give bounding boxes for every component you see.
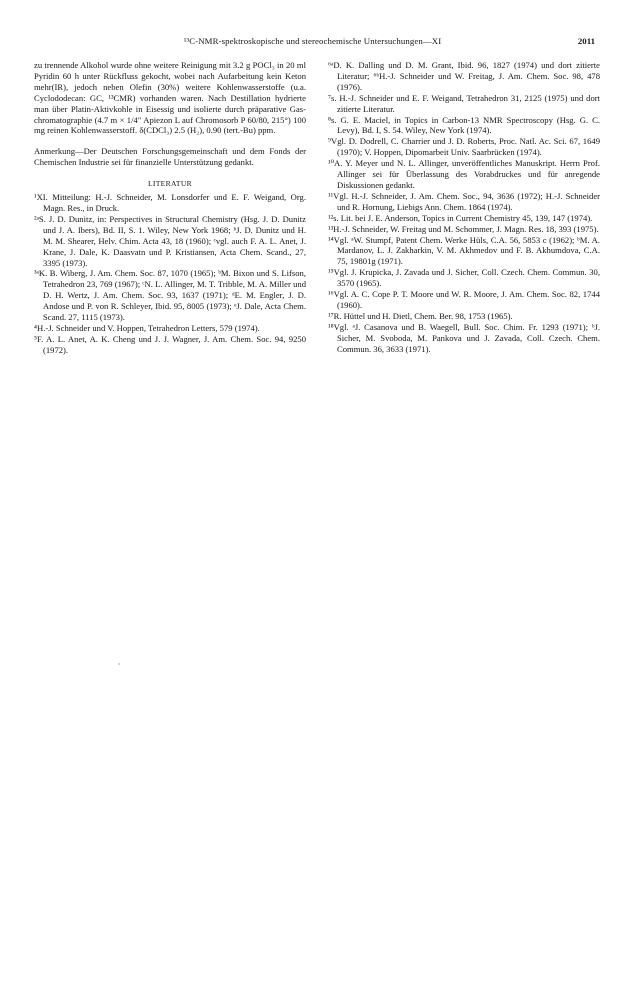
reference-item: ¹⁰A. Y. Meyer und N. L. Allinger, unveröffentliches Manuskript. Herrn Prof. Allinger sei für Überlassung des Vorabdruckes und für anregende Diskussionen gedankt.	[328, 158, 600, 190]
right-column	[328, 60, 600, 354]
reference-item: ¹XI. Mitteilung: H.-J. Schneider, M. Lonsdorfer und E. F. Weigand, Org. Magn. Res., in Druck.	[34, 192, 306, 213]
left-column	[34, 60, 306, 356]
reference-item: ¹⁵Vgl. J. Krupicka, J. Zavada und J. Sicher, Coll. Czech. Chem. Commun. 30, 3570 (1965).	[328, 267, 600, 289]
reference-item: ¹⁶Vgl. A. C. Cope P. T. Moore und W. R. Moore, J. Am. Chem. Soc. 82, 1744 (1960).	[328, 289, 600, 310]
reference-item: ⁵F. A. L. Anet, A. K. Cheng und J. J. Wagner, J. Am. Chem. Soc. 94, 9250 (1972).	[34, 333, 306, 355]
scan-speck	[118, 663, 120, 665]
reference-item: ¹⁸Vgl. ᵃJ. Casanova und B. Waegell, Bull. Soc. Chim. Fr. 1293 (1971); ᵇJ. Sicher, M. Svoboda, M. Pankova und J. Zavada, Coll. Czech. Chem. Commun. 36, 3633 (1971).	[328, 321, 600, 354]
reference-item: ³ᵃK. B. Wiberg, J. Am. Chem. Soc. 87, 1070 (1965); ᵇM. Bixon und S. Lifson, Tetrahedron 23, 769 (1967); ᶜN. L. Allinger, M. T. Tribble, M. A. Miller und D. H. Wertz, J. Am. Chem. Soc. 93, 1637 (1971); ᵈE. M. Engler, J. D. Andose und P. von R. Schleyer, Ibid. 95, 8005 (1973); ᵉJ. Dale, Acta Chem. Scand. 27, 1115 (1973).	[34, 268, 306, 323]
reference-item: ¹³H.-J. Schneider, W. Freitag und M. Schommer, J. Magn. Res. 18, 393 (1975).	[328, 223, 599, 234]
reference-item: ¹⁴Vgl. ᵃW. Stumpf, Patent Chem. Werke Hüls, C.A. 56, 5853 c (1962); ᵇM. A. Mardanov, L. J. Zakharkin, V. M. Akhmedov und F. B. Akhumdova, C.A. 75, 19801g (1971).	[328, 234, 600, 267]
reference-item: ⁸s. G. E. Maciel, in Topics in Carbon-13 NMR Spectroscopy (Hsg. G. C. Levy), Bd. I, S. 54. Wiley, New York (1974).	[328, 114, 600, 136]
reference-item: ¹¹Vgl. H.-J. Schneider, J. Am. Chem. Soc., 94, 3636 (1972); H.-J. Schneider und R. Hornung, Liebigs Ann. Chem. 1864 (1974).	[328, 190, 600, 212]
experimental-paragraph: zu trennende Alkohol wurde ohne weitere Reinigung mit 3.2 g POCl₃ in 20 ml Pyridin 60 h unter Rückfluss gekocht, wobei nach Aufarbeitung kein Keton mehr(IR), jedoch neben Olefin (30%) weitere Kohlenwasserstoffe (u.a. Cyclododecan: GC, ¹³CMR) vorhanden waren. Nach Destillation hydrierte man über Platin-Aktivkohle in Eisessig und isolierte durch präparative Gas-chromatographie (4.7 m × 1/4″ Apiezon L auf Chromosorb P 60/80, 215°) 100 mg reinen Kohlenwasserstoff. δ(CDCl₃) 2.5 (H₂), 0.90 (tert.-Bu) ppm.	[34, 60, 306, 136]
reference-item: ⁶ᵃD. K. Dalling und D. M. Grant, Ibid. 96, 1827 (1974) und dort zitierte Literatur; ⁶ᵇH.-J. Schneider und W. Freitag, J. Am. Chem. Soc. 98, 478 (1976).	[328, 60, 600, 92]
reference-item: ²ᵃS. J. D. Dunitz, in: Perspectives in Structural Chemistry (Hsg. J. D. Dunitz und J. A. Ibers), Bd. II, S. 1. Wiley, New York 1968; ᵇJ. D. Dunitz und H. M. M. Shearer, Helv. Chim. Acta 43, 18 (1960); ᶜvgl. auch F. A. L. Anet, J. Krane, J. Dale, K. Daasvatn und P. Kristiansen, Acta Chem. Scand., 27, 3395 (1973).	[34, 213, 306, 268]
reference-item: ⁹Vgl. D. Dodrell, C. Charrier und J. D. Roberts, Proc. Natl. Ac. Sci. 67, 1649 (1970); V. Hoppen, Dipomarbeit Univ. Saarbrücken (1974).	[328, 136, 600, 158]
reference-item: ⁴H.-J. Schneider und V. Hoppen, Tetrahedron Letters, 579 (1974).	[34, 322, 260, 333]
reference-item: ¹²s. Lit. bei J. E. Anderson, Topics in Current Chemistry 45, 139, 147 (1974).	[328, 212, 593, 223]
page-number: 2011	[577, 36, 595, 46]
acknowledgement-paragraph: Anmerkung—Der Deutschen Forschungsgemeinschaft und dem Fonds der Chemischen Industrie sei für finanzielle Unterstützung gedankt.	[34, 146, 306, 168]
references-heading: LITERATUR	[147, 179, 193, 189]
running-title: ¹³C-NMR-spektroskopische und stereochemische Untersuchungen—XI	[183, 36, 442, 46]
reference-item: ⁷s. H.-J. Schneider und E. F. Weigand, Tetrahedron 31, 2125 (1975) und dort zitierte Literatur.	[328, 92, 600, 114]
reference-item: ¹⁷R. Hüttel und H. Dietl, Chem. Ber. 98, 1753 (1965).	[328, 310, 513, 321]
